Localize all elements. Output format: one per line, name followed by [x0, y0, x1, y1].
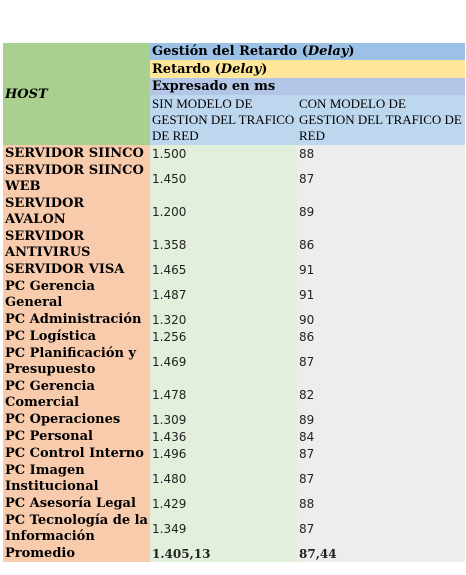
- column-header-with-model: CON MODELO DE GESTION DEL TRAFICO DE RED: [297, 95, 465, 145]
- host-cell: PC Personal: [3, 428, 150, 445]
- table-row: [3, 445, 465, 462]
- delay-table-body: [3, 43, 465, 562]
- without-model-cell: 1.465: [150, 261, 297, 278]
- with-model-cell: 86: [297, 328, 465, 345]
- without-model-cell: 1.349: [150, 512, 297, 545]
- with-model-cell: 87: [297, 512, 465, 545]
- with-model-cell: 87: [297, 162, 465, 195]
- without-model-cell: 1.496: [150, 445, 297, 462]
- unit-header: Expresado en ms: [150, 78, 465, 95]
- column-header-without-model: SIN MODELO DE GESTION DEL TRAFICO DE RED: [150, 95, 297, 145]
- without-model-cell: 1.450: [150, 162, 297, 195]
- average-label: Promedio: [3, 545, 150, 562]
- without-model-cell: 1.500: [150, 145, 297, 162]
- average-row: [3, 545, 465, 562]
- table-row: [3, 411, 465, 428]
- with-model-cell: 90: [297, 311, 465, 328]
- without-model-cell: 1.480: [150, 462, 297, 495]
- with-model-cell: 89: [297, 195, 465, 228]
- host-cell: SERVIDOR SIINCO: [3, 145, 150, 162]
- with-model-cell: 86: [297, 228, 465, 261]
- without-model-cell: 1.469: [150, 345, 297, 378]
- with-model-cell: 84: [297, 428, 465, 445]
- table-row: [3, 462, 465, 495]
- without-model-cell: 1.429: [150, 495, 297, 512]
- host-cell: PC Operaciones: [3, 411, 150, 428]
- group-prefix: Gestión del Retardo (: [152, 44, 308, 59]
- host-cell: PC Gerencia General: [3, 278, 150, 311]
- host-cell: SERVIDOR SIINCO WEB: [3, 162, 150, 195]
- host-cell: PC Logística: [3, 328, 150, 345]
- with-model-cell: 91: [297, 261, 465, 278]
- host-cell: PC Imagen Institucional: [3, 462, 150, 495]
- table-row: [3, 328, 465, 345]
- host-cell: PC Administración: [3, 311, 150, 328]
- table-row: [3, 278, 465, 311]
- table-row: [3, 428, 465, 445]
- metric-suffix: ): [261, 61, 268, 77]
- table-row: [3, 345, 465, 378]
- table-row: [3, 195, 465, 228]
- host-cell: PC Asesoría Legal: [3, 495, 150, 512]
- host-cell: PC Control Interno: [3, 445, 150, 462]
- table-row: [3, 311, 465, 328]
- host-column-header: HOST: [3, 43, 150, 145]
- without-model-cell: 1.358: [150, 228, 297, 261]
- table-row: [3, 495, 465, 512]
- group-suffix: ): [348, 44, 355, 59]
- average-without-model: 1.405,13: [150, 545, 297, 562]
- without-model-cell: 1.320: [150, 311, 297, 328]
- with-model-cell: 87: [297, 345, 465, 378]
- table-row: [3, 378, 465, 411]
- metric-prefix: Retardo (: [152, 61, 221, 77]
- group-italic: Delay: [307, 44, 349, 59]
- with-model-cell: 82: [297, 378, 465, 411]
- with-model-cell: 87: [297, 445, 465, 462]
- without-model-cell: 1.436: [150, 428, 297, 445]
- table-row: [3, 162, 465, 195]
- without-model-cell: 1.256: [150, 328, 297, 345]
- with-model-cell: 91: [297, 278, 465, 311]
- average-with-model: 87,44: [297, 545, 465, 562]
- host-cell: PC Gerencia Comercial: [3, 378, 150, 411]
- host-cell: SERVIDOR ANTIVIRUS: [3, 228, 150, 261]
- host-cell: PC Tecnología de la Información: [3, 512, 150, 545]
- metric-italic: Delay: [220, 61, 262, 77]
- table-row: [3, 261, 465, 278]
- host-cell: SERVIDOR AVALON: [3, 195, 150, 228]
- with-model-cell: 88: [297, 495, 465, 512]
- table-row: [3, 512, 465, 545]
- without-model-cell: 1.478: [150, 378, 297, 411]
- with-model-cell: 89: [297, 411, 465, 428]
- delay-table: [3, 43, 465, 562]
- table-row: [3, 228, 465, 261]
- host-cell: PC Planificación y Presupuesto: [3, 345, 150, 378]
- without-model-cell: 1.487: [150, 278, 297, 311]
- header-row-group: [3, 43, 465, 60]
- without-model-cell: 1.309: [150, 411, 297, 428]
- with-model-cell: 88: [297, 145, 465, 162]
- with-model-cell: 87: [297, 462, 465, 495]
- table-row: [3, 145, 465, 162]
- host-cell: SERVIDOR VISA: [3, 261, 150, 278]
- without-model-cell: 1.200: [150, 195, 297, 228]
- group-header: [150, 43, 465, 60]
- metric-header: [150, 60, 465, 78]
